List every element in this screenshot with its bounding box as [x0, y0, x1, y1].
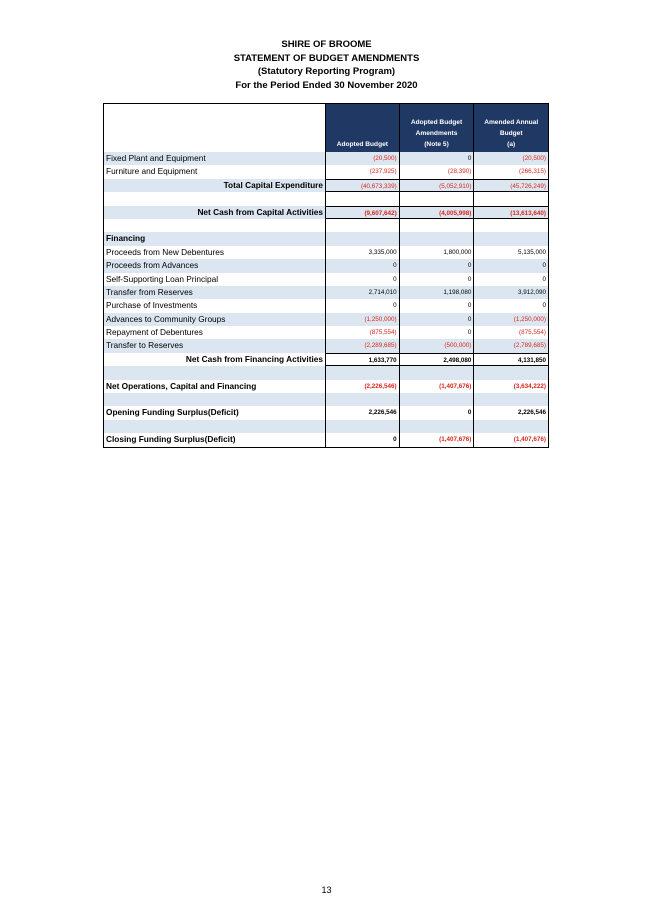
- cell-amendment: (28,390): [399, 165, 474, 178]
- row-label: Purchase of Investments: [106, 300, 198, 311]
- table-row: [104, 165, 548, 178]
- cell-adopted: 0: [325, 299, 399, 312]
- row-label: Closing Funding Surplus(Deficit): [106, 434, 236, 445]
- row-label: Opening Funding Surplus(Deficit): [106, 407, 239, 418]
- table-row: [104, 152, 548, 165]
- total-row: [104, 353, 548, 366]
- row-label: Repayment of Debentures: [106, 327, 203, 338]
- row-label: Transfer to Reserves: [106, 340, 184, 351]
- budget-amendments-table: [103, 103, 549, 448]
- cell-amended: (20,500): [473, 152, 548, 165]
- cell-adopted: 0: [325, 259, 399, 272]
- cell-amended: (3,634,222): [473, 380, 548, 393]
- cell-amendment: 0: [399, 313, 474, 326]
- col-header-amended-annual: Amended Annual Budget (a): [473, 104, 548, 152]
- row-label: Fixed Plant and Equipment: [106, 153, 206, 163]
- table-row: [104, 299, 548, 312]
- cell-amended: 0: [473, 259, 548, 272]
- cell-amended: 4,131,850: [473, 353, 548, 366]
- cell-amendment: (5,052,910): [399, 179, 474, 192]
- table-row: [104, 259, 548, 272]
- table-row: [104, 273, 548, 286]
- cell-amendment: 1,198,080: [399, 286, 474, 299]
- cell-adopted: (40,673,339): [325, 179, 399, 192]
- spacer-row: [104, 219, 548, 232]
- cell-adopted: 2,226,546: [325, 406, 399, 419]
- period-line: For the Period Ended 30 November 2020: [235, 79, 418, 91]
- cell-amendment: (1,407,676): [399, 380, 474, 393]
- table-row: [104, 246, 548, 259]
- cell-amended: (45,726,249): [473, 179, 548, 192]
- spacer-row: [104, 366, 548, 379]
- row-label: Self-Supporting Loan Principal: [106, 273, 219, 284]
- cell-amended: 3,912,090: [473, 286, 548, 299]
- spacer-row: [104, 192, 548, 205]
- cell-amendment: 1,800,000: [399, 246, 474, 259]
- row-label: Furniture and Equipment: [106, 166, 198, 177]
- cell-amended: 2,226,546: [473, 406, 548, 419]
- col-header-amendments: Adopted Budget Amendments (Note 5): [399, 104, 474, 152]
- cell-adopted: (2,289,685): [325, 339, 399, 352]
- cell-amended: (875,554): [473, 326, 548, 339]
- cell-amendment: 2,498,080: [399, 353, 474, 366]
- cell-amended: (2,789,685): [473, 339, 548, 352]
- total-row: [104, 179, 548, 192]
- cell-amended: (266,315): [473, 165, 548, 178]
- document-header: [0, 38, 653, 92]
- summary-row: [104, 433, 548, 446]
- cell-adopted: (1,250,000): [325, 313, 399, 326]
- cell-amendment: 0: [399, 326, 474, 339]
- cell-amended: (13,613,640): [473, 206, 548, 219]
- table-row: [104, 326, 548, 339]
- cell-amended: 0: [473, 299, 548, 312]
- cell-amendment: 0: [399, 273, 474, 286]
- cell-adopted: (20,500): [325, 152, 399, 165]
- cell-adopted: 0: [325, 273, 399, 286]
- cell-amendment: 0: [399, 259, 474, 272]
- cell-amendment: (500,000): [399, 339, 474, 352]
- spacer-row: [104, 393, 548, 406]
- cell-adopted: (875,554): [325, 326, 399, 339]
- header-blank: [104, 104, 325, 152]
- row-label: Advances to Community Groups: [106, 313, 226, 324]
- cell-adopted: (237,925): [325, 165, 399, 178]
- total-row: [104, 206, 548, 219]
- cell-amendment: (4,005,998): [399, 206, 474, 219]
- section-heading: Financing: [106, 233, 146, 244]
- row-label: Proceeds from New Debentures: [106, 246, 225, 257]
- section-heading-row: [104, 232, 548, 245]
- table-header-row: [104, 104, 548, 152]
- statement-subtitle: (Statutory Reporting Program): [257, 66, 396, 77]
- table-row: [104, 286, 548, 299]
- cell-amended: 0: [473, 273, 548, 286]
- col-header-adopted-budget: Adopted Budget: [325, 104, 399, 152]
- table-row: [104, 339, 548, 352]
- cell-adopted: 1,633,770: [325, 353, 399, 366]
- cell-amendment: (1,407,676): [399, 433, 474, 446]
- cell-adopted: 0: [325, 433, 399, 446]
- org-name: SHIRE OF BROOME: [281, 39, 372, 50]
- summary-row: [104, 380, 548, 393]
- row-label: Net Operations, Capital and Financing: [106, 380, 257, 391]
- cell-amended: (1,250,000): [473, 313, 548, 326]
- row-label: Proceeds from Advances: [106, 260, 199, 271]
- table-row: [104, 313, 548, 326]
- cell-adopted: 3,335,000: [325, 246, 399, 259]
- cell-amendment: 0: [399, 299, 474, 312]
- cell-amendment: 0: [399, 152, 474, 165]
- cell-adopted: 2,714,010: [325, 286, 399, 299]
- statement-title: STATEMENT OF BUDGET AMENDMENTS: [233, 52, 420, 64]
- spacer-row: [104, 420, 548, 433]
- cell-adopted: (2,226,546): [325, 380, 399, 393]
- row-label: Transfer from Reserves: [106, 286, 193, 297]
- cell-adopted: (9,607,642): [325, 206, 399, 219]
- page-number: 13: [321, 885, 332, 895]
- cell-amended: (1,407,676): [473, 433, 548, 446]
- row-label: Net Cash from Financing Activities: [185, 353, 323, 364]
- cell-amendment: 0: [399, 406, 474, 419]
- row-label: Net Cash from Capital Activities: [197, 206, 323, 217]
- cell-amended: 5,135,000: [473, 246, 548, 259]
- summary-row: [104, 406, 548, 419]
- row-label: Total Capital Expenditure: [223, 179, 323, 190]
